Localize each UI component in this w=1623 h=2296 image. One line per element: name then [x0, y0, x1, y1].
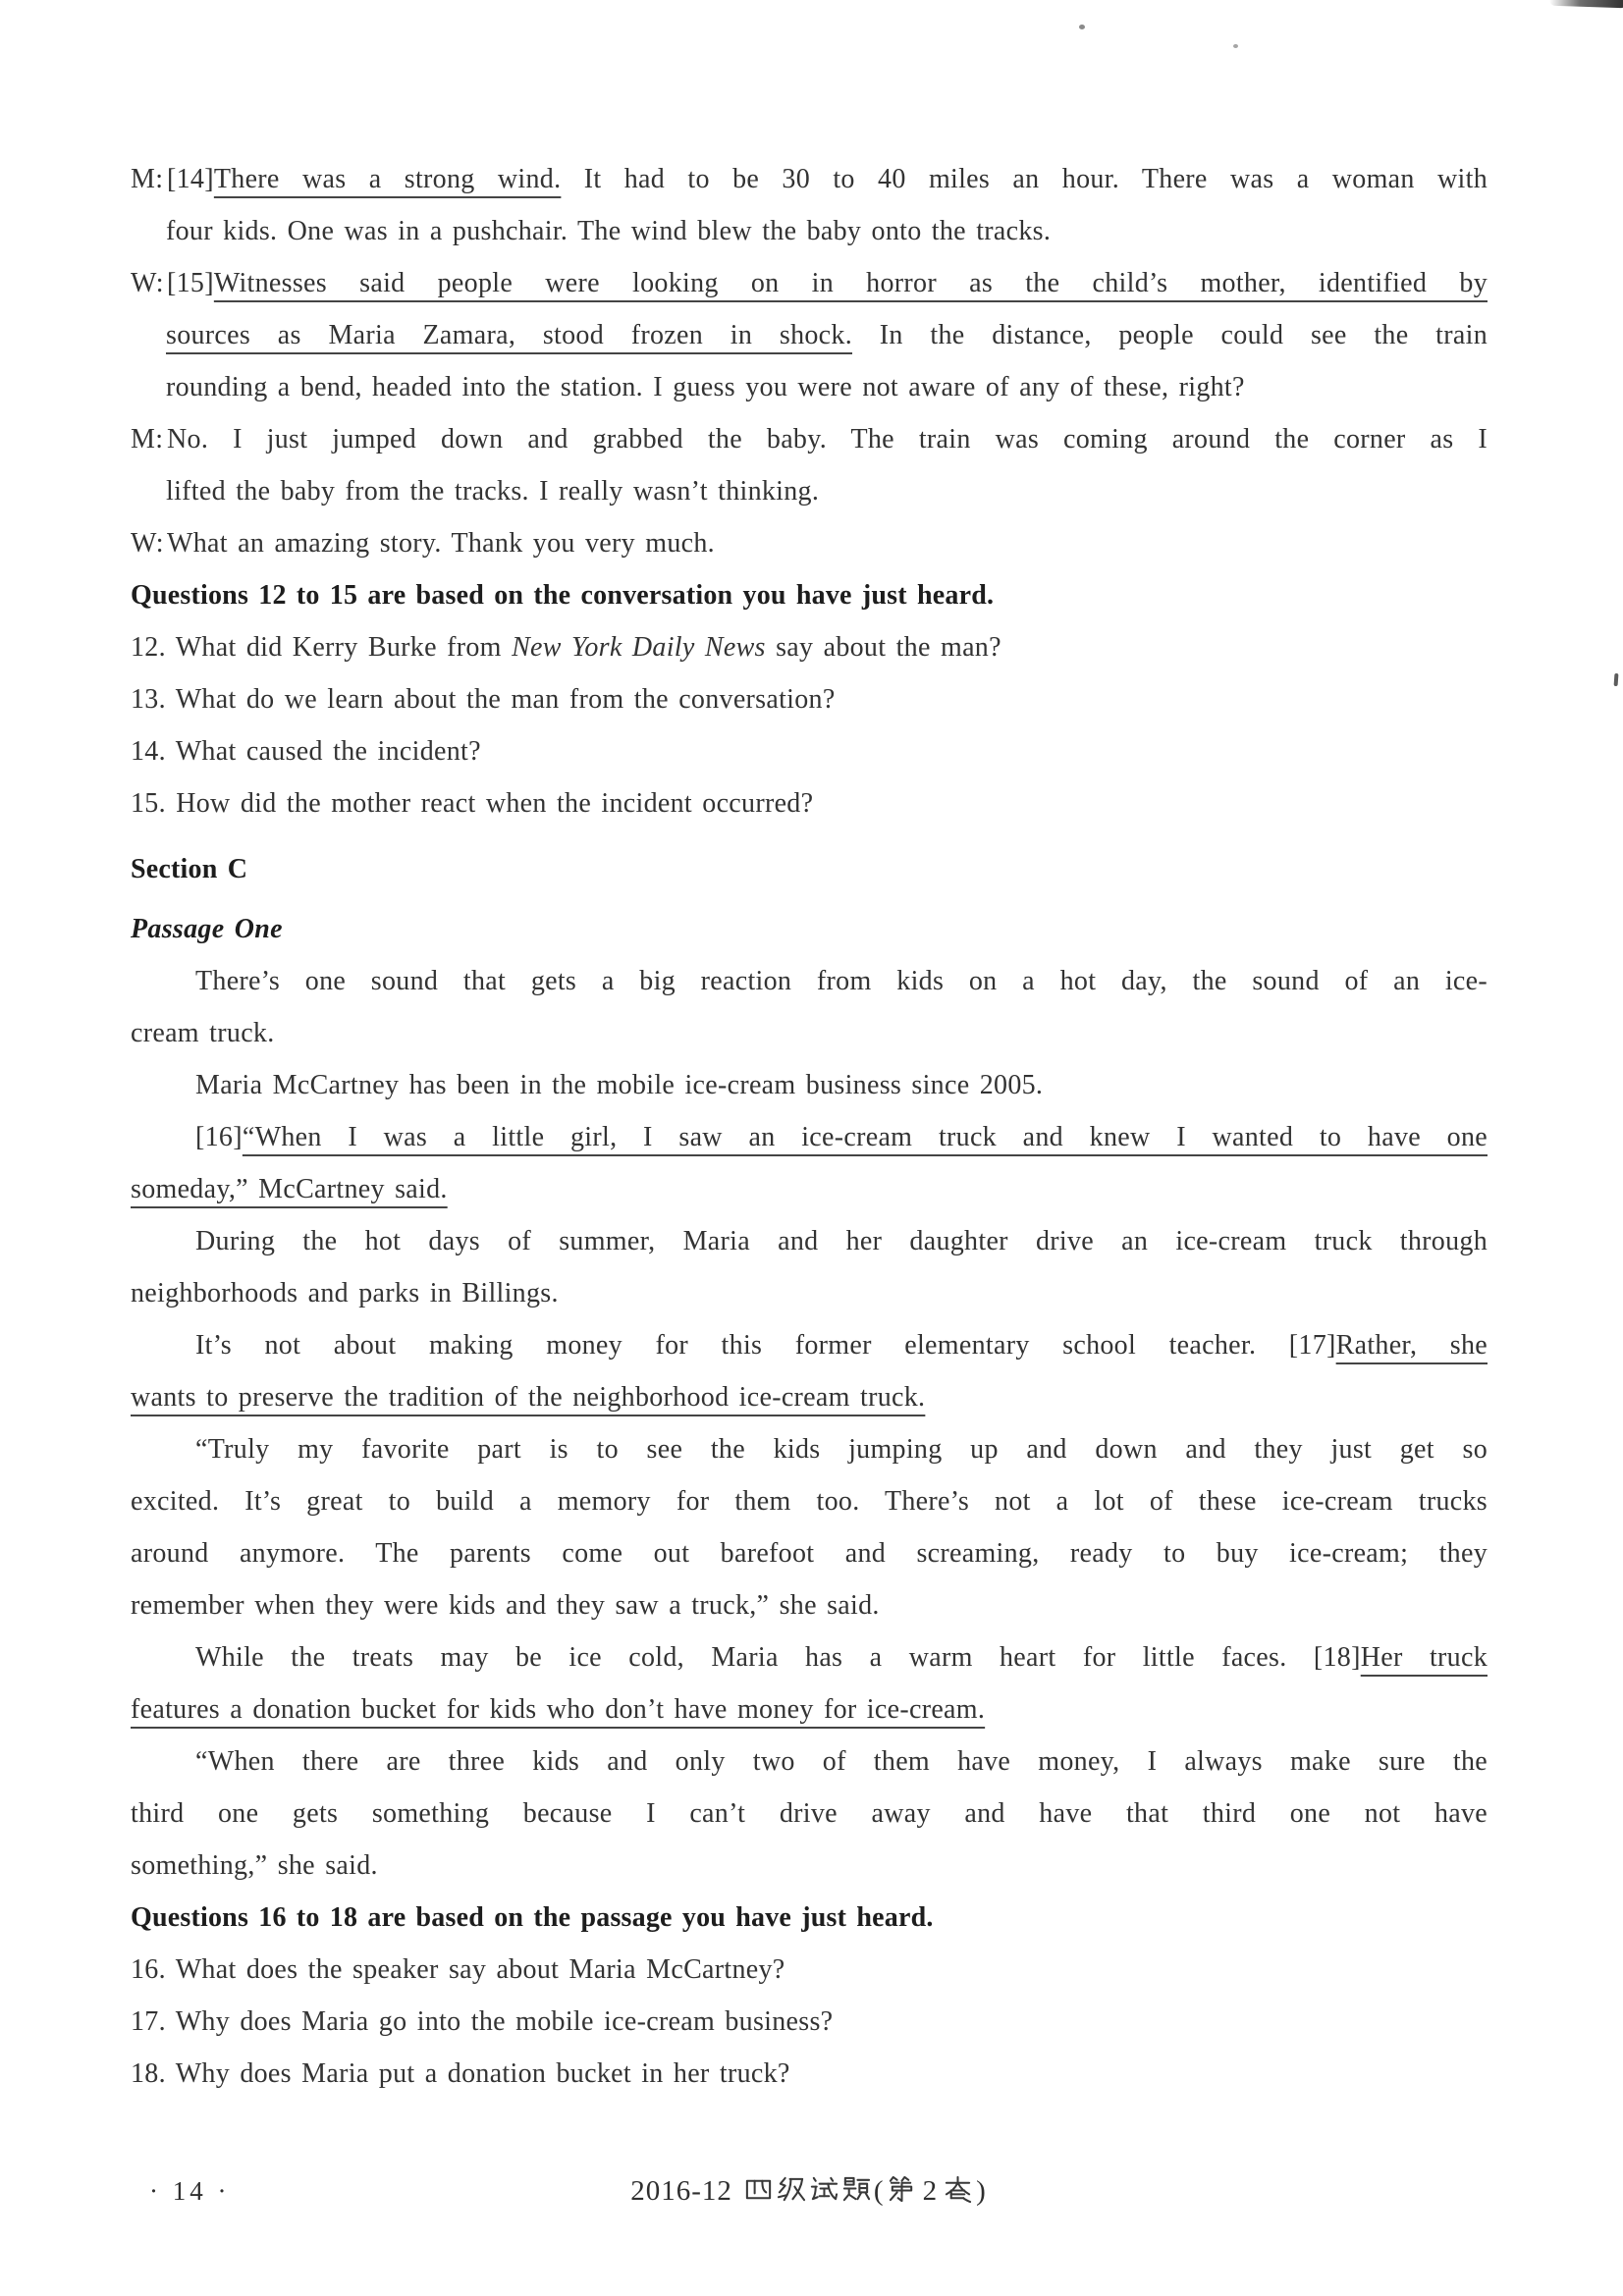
underlined-text: sources as Maria Zamara, stood frozen in shock. — [166, 320, 853, 350]
text-line — [131, 725, 1488, 777]
text-line — [131, 1579, 1488, 1631]
text-line — [131, 673, 1488, 725]
footer-title-prefix: 2016-12 — [630, 2175, 732, 2207]
text-line — [131, 517, 1488, 569]
text-line — [131, 843, 1488, 895]
text-line — [131, 1527, 1488, 1579]
text-line — [131, 1475, 1488, 1527]
text-run: four kids. One was in a pushchair. The wind blew the baby onto the tracks. — [166, 216, 1052, 246]
text-run: 16. What does the speaker say about Maria McCartney? — [131, 1954, 785, 1985]
speaker-label: M: — [131, 164, 164, 194]
text-line — [131, 361, 1488, 413]
text-run: No. I just jumped down and grabbed the baby. The train was coming around the corner as I — [167, 424, 1488, 454]
underlined-text: Witnesses said people were looking on in horror as the child’s mother, identified by — [213, 268, 1488, 298]
text-line — [131, 465, 1488, 517]
underlined-text: someday,” McCartney said. — [131, 1174, 448, 1204]
text-line — [131, 1840, 1488, 1892]
text-line — [131, 413, 1488, 465]
text-line — [131, 1111, 1488, 1163]
text-run: 13. What do we learn about the man from the conversation? — [131, 684, 836, 715]
text-run: excited. It’s great to build a memory for them too. There’s not a lot of these ice-cream trucks — [131, 1486, 1488, 1517]
text-run: cream truck. — [131, 1018, 275, 1048]
text-run: something,” she said. — [131, 1850, 378, 1881]
text-line — [131, 1215, 1488, 1267]
text-line — [131, 153, 1488, 205]
text-run: lifted the baby from the tracks. I really wasn’t thinking. — [166, 476, 820, 507]
text-line — [131, 1788, 1488, 1840]
footer-set-number: 2 — [922, 2175, 938, 2207]
underlined-text: features a donation bucket for kids who don’t have money for ice-cream. — [131, 1694, 986, 1725]
text-line — [131, 903, 1488, 955]
underlined-text: There was a strong wind. — [213, 164, 562, 194]
text-line — [131, 1319, 1488, 1371]
cjk-ti-glyph — [840, 2174, 871, 2205]
text-line — [131, 1007, 1488, 1059]
text-run: say about the man? — [765, 632, 1001, 663]
footer-title — [131, 2171, 1488, 2211]
cjk-si-glyph — [743, 2174, 774, 2205]
text-run: third one gets something because I can’t drive away and have that third one not have — [131, 1798, 1488, 1829]
text-line — [131, 1371, 1488, 1423]
cue-number-bracket: [16] — [195, 1122, 243, 1152]
cjk-ji-glyph — [776, 2174, 806, 2205]
text-run: 17. Why does Maria go into the mobile ice-cream business? — [131, 2006, 834, 2037]
page-footer — [131, 2171, 1488, 2216]
cjk-shi-glyph — [808, 2174, 839, 2205]
text-line — [131, 1423, 1488, 1475]
text-run: It’s not about making money for this former elementary school teacher. — [195, 1330, 1289, 1361]
text-line — [131, 1163, 1488, 1215]
document-body — [131, 153, 1488, 2100]
passage-heading-text: Passage One — [131, 914, 283, 944]
underlined-text: wants to preserve the tradition of the neighborhood ice-cream truck. — [131, 1382, 926, 1413]
text-line — [131, 309, 1488, 361]
cjk-tao-glyph — [943, 2174, 973, 2205]
text-run: 15. How did the mother react when the incident occurred? — [131, 788, 814, 819]
bold-heading-text: Questions 12 to 15 are based on the conversation you have just heard. — [131, 580, 995, 611]
text-line — [131, 1267, 1488, 1319]
text-run: “When there are three kids and only two of them have money, I always make sure the — [195, 1746, 1488, 1777]
text-line — [131, 777, 1488, 829]
text-line — [131, 569, 1488, 621]
text-run: 18. Why does Maria put a donation bucket in her truck? — [131, 2058, 790, 2089]
text-line — [131, 1631, 1488, 1683]
italic-publication-name: New York Daily News — [512, 632, 766, 663]
scan-speck — [1233, 44, 1238, 48]
text-run: It had to be 30 to 40 miles an hour. There was a woman with — [561, 164, 1488, 194]
text-line — [131, 205, 1488, 257]
bold-heading-text: Section C — [131, 854, 248, 884]
text-run: Maria McCartney has been in the mobile ice-cream business since 2005. — [195, 1070, 1044, 1100]
text-run: While the treats may be ice cold, Maria has a warm heart for little faces. — [195, 1642, 1314, 1673]
text-line — [131, 257, 1488, 309]
text-line — [131, 1683, 1488, 1735]
bold-heading-text: Questions 16 to 18 are based on the passage you have just heard. — [131, 1902, 934, 1933]
text-line — [131, 1735, 1488, 1788]
text-run: around anymore. The parents come out barefoot and screaming, ready to buy ice-cream; they — [131, 1538, 1488, 1569]
footer-paren-open: ( — [873, 2175, 884, 2207]
text-run: 14. What caused the incident? — [131, 736, 481, 767]
cue-number-bracket: [17] — [1288, 1330, 1336, 1361]
footer-paren-close: ) — [976, 2175, 986, 2207]
cue-number-bracket: [14] — [167, 164, 214, 194]
text-line — [131, 2048, 1488, 2100]
underlined-text: Her truck — [1360, 1642, 1488, 1673]
page-number: · 14 · — [149, 2176, 231, 2206]
underlined-text: “When I was a little girl, I saw an ice-cream truck and knew I wanted to have one — [242, 1122, 1488, 1152]
text-line — [131, 1944, 1488, 1996]
underlined-text: Rather, she — [1335, 1330, 1488, 1361]
cue-number-bracket: [18] — [1313, 1642, 1361, 1673]
text-run: remember when they were kids and they saw a truck,” she said. — [131, 1590, 880, 1621]
text-run: During the hot days of summer, Maria and her daughter drive an ice-cream truck through — [195, 1226, 1488, 1256]
text-run: rounding a bend, headed into the station. I guess you were not aware of any of these, right? — [166, 372, 1245, 402]
text-line — [131, 1996, 1488, 2048]
text-line — [131, 1892, 1488, 1944]
text-run: What an amazing story. Thank you very much. — [167, 528, 715, 559]
scan-edge-mark — [1614, 673, 1619, 686]
cue-number-bracket: [15] — [167, 268, 214, 298]
text-line — [131, 955, 1488, 1007]
scan-speck — [1079, 25, 1085, 29]
text-line — [131, 1059, 1488, 1111]
scan-corner-streak — [1549, 0, 1623, 8]
speaker-label: W: — [131, 528, 164, 559]
text-run: “Truly my favorite part is to see the kids jumping up and down and they just get so — [195, 1434, 1488, 1465]
text-run: neighborhoods and parks in Billings. — [131, 1278, 559, 1308]
text-run: 12. What did Kerry Burke from — [131, 632, 513, 663]
speaker-label: W: — [131, 268, 164, 298]
cjk-di-glyph — [887, 2174, 917, 2205]
text-line — [131, 621, 1488, 673]
speaker-label: M: — [131, 424, 164, 454]
text-run: There’s one sound that gets a big reaction from kids on a hot day, the sound of an ice- — [195, 966, 1488, 996]
text-run: In the distance, people could see the train — [852, 320, 1488, 350]
